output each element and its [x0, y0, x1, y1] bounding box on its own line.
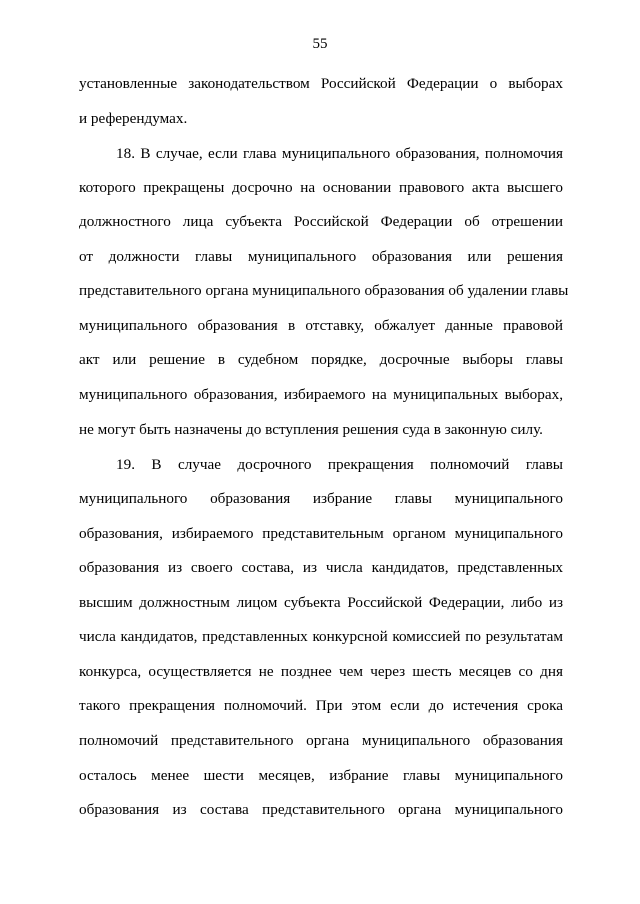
text-line: не могут быть назначены до вступления решения суда в законную силу. [79, 421, 543, 438]
text-line: должностного лица субъекта Российской Федерации об отрешении [79, 213, 563, 230]
text-line: полномочий представительного органа муниципального образования [79, 732, 563, 749]
text-line: муниципального образования, избираемого на муниципальных выборах, [79, 386, 563, 403]
text-line: конкурса, осуществляется не позднее чем через шесть месяцев со дня [79, 663, 563, 680]
text-line: такого прекращения полномочий. При этом если до истечения срока [79, 697, 563, 714]
text-line: высшим должностным лицом субъекта Российской Федерации, либо из [79, 594, 563, 611]
page-number: 55 [312, 36, 328, 52]
text-line: образования, избираемого представительным органом муниципального [79, 525, 563, 542]
text-line: и референдумах. [79, 110, 188, 127]
text-line: муниципального образования избрание главы муниципального [79, 490, 563, 507]
text-line: 18. В случае, если глава муниципального образования, полномочия [116, 145, 563, 162]
text-line: акт или решение в судебном порядке, досрочные выборы главы [79, 351, 563, 368]
text-line: образования из состава представительного органа муниципального [79, 801, 563, 818]
text-line: от должности главы муниципального образования или решения [79, 248, 563, 265]
text-line: установленные законодательством Российской Федерации о выборах [79, 75, 563, 92]
text-line: представительного органа муниципального образования об удалении главы [79, 282, 569, 299]
text-line: 19. В случае досрочного прекращения полномочий главы [116, 456, 563, 473]
text-line: осталось менее шести месяцев, избрание главы муниципального [79, 767, 563, 784]
text-line: муниципального образования в отставку, обжалует данные правовой [79, 317, 563, 334]
text-line: образования из своего состава, из числа кандидатов, представленных [79, 559, 563, 576]
text-line: числа кандидатов, представленных конкурсной комиссией по результатам [79, 628, 563, 645]
text-line: которого прекращены досрочно на основании правового акта высшего [79, 179, 563, 196]
